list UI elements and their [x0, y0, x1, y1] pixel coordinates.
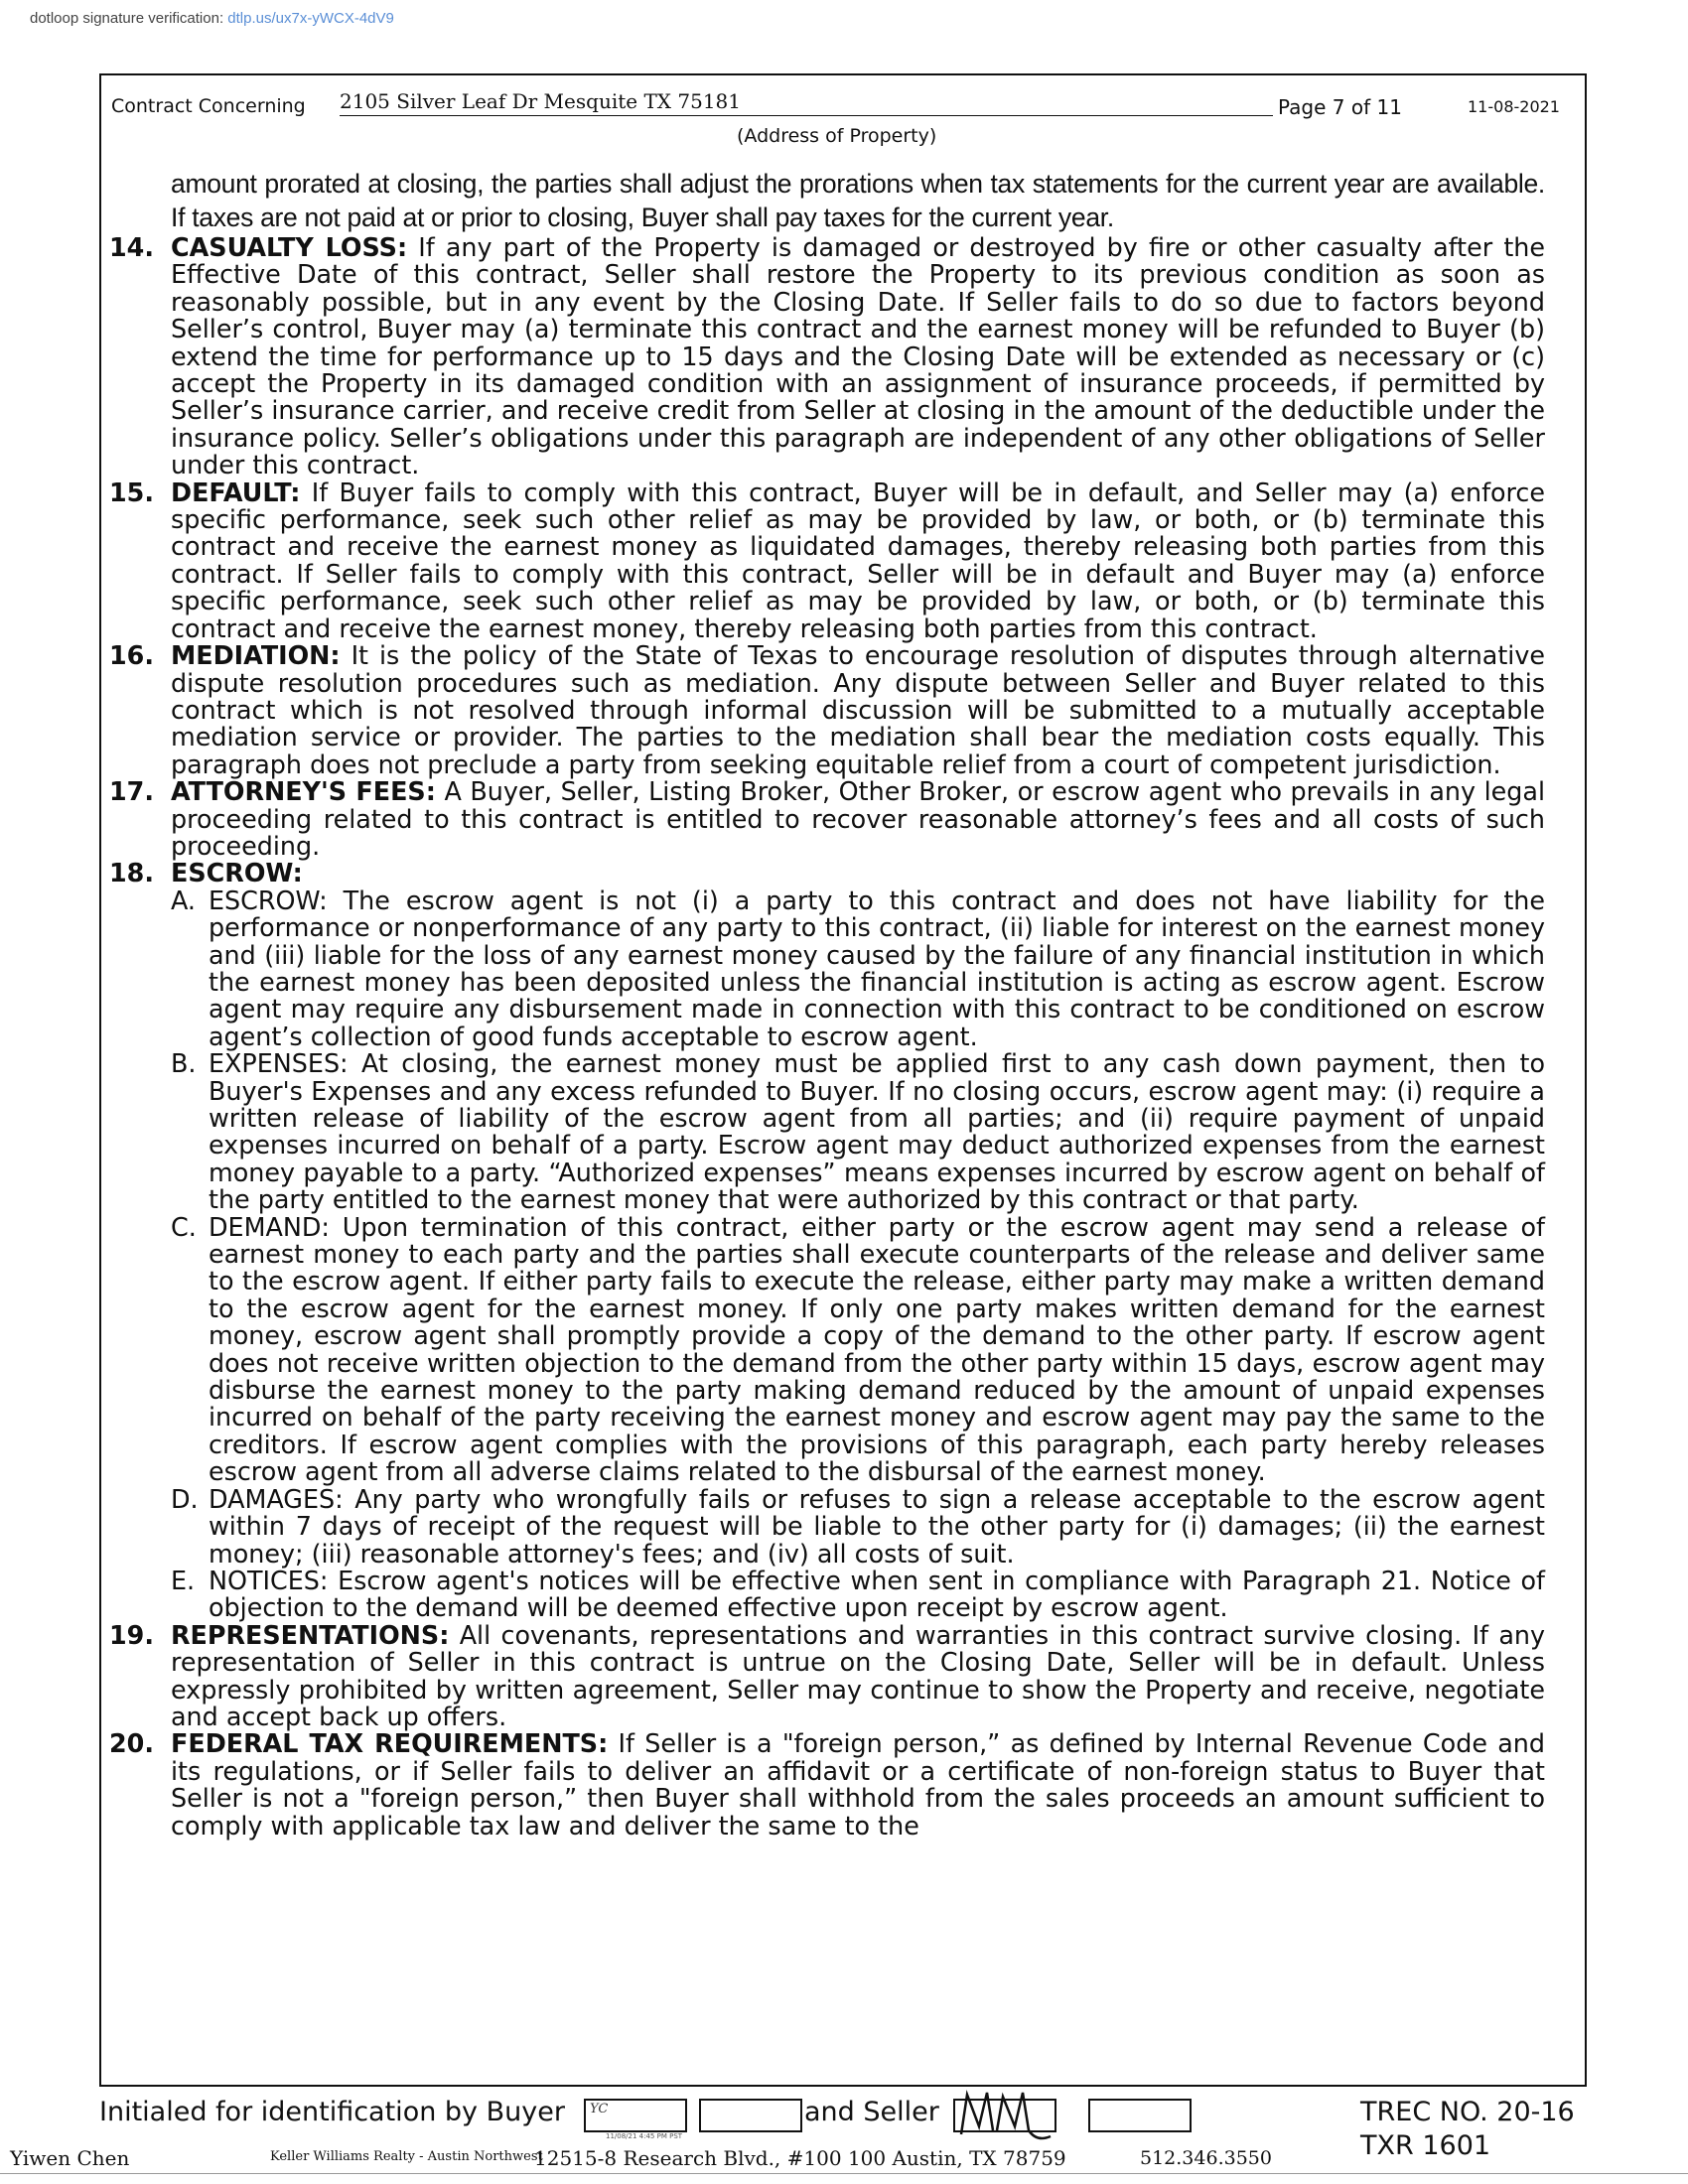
section-18-escrow: [109, 858, 1545, 1623]
item-letter: A.: [171, 885, 196, 915]
section-number: 16.: [109, 640, 154, 671]
escrow-item-a: [171, 885, 1545, 1051]
section-text: If Seller is a "foreign person,” as defined by Internal Revenue Code and its regulations, or if Seller fails to deliver an affidavit or a certificate of non-foreign status to Buyer that Seller is not a "foreign person,” then Buyer shall withhold from the sales proceeds an amount sufficient to comply with applicable tax law and deliver the same to the: [171, 1728, 1545, 1841]
item-letter: B.: [171, 1048, 197, 1079]
section-text: If any part of the Property is damaged or destroyed by fire or other casualty after the Effective Date of this contract, Seller shall restore the Property to its previous condition as soon as reasonably possible, but in any event by the Closing Date. If Seller fails to do so due to factors beyond Seller’s control, Buyer may (a) terminate this contract and the earnest money will be refunded to Buyer (b) extend the time for performance up to 15 days and the Closing Date will be extended as necessary or (c) accept the Property in its damaged condition with an assignment of insurance proceeds, if permitted by Seller’s insurance carrier, and receive credit from Seller at closing in the amount of the deductible under the insurance policy. Seller’s obligations under this paragraph are independent of any other obligations of Seller under this contract.: [171, 232, 1545, 480]
page-number: Page 7 of 11: [1278, 95, 1402, 119]
item-text: DAMAGES: Any party who wrongfully fails or refuses to sign a release acceptable to the escrow agent within 7 days of receipt of the request will be liable to the other party for (i) damages; (ii) the earnest money; (iii) reasonable attorney's fees; and (iv) all costs of suit.: [209, 1483, 1545, 1569]
broker-phone: 512.346.3550: [1140, 2147, 1272, 2169]
section-number: 20.: [109, 1728, 154, 1759]
section-19: [109, 1619, 1545, 1731]
broker-name: Keller Williams Realty - Austin Northwest: [270, 2149, 543, 2164]
section-17: [109, 776, 1545, 861]
contract-page-frame: [99, 73, 1587, 2087]
item-letter: C.: [171, 1211, 197, 1242]
verification-link[interactable]: dtlp.us/ux7x-yWCX-4dV9: [227, 10, 394, 27]
section-14: [109, 232, 1545, 480]
section-text: A Buyer, Seller, Listing Broker, Other Broker, or escrow agent who prevails in any legal proceeding related to this contract is entitled to recover reasonable attorney’s fees and all costs of such proceeding.: [171, 776, 1545, 861]
section-title: ESCROW:: [171, 858, 303, 888]
seller-initials-signature: [953, 2087, 1072, 2146]
section-16: [109, 640, 1545, 779]
section-number: 14.: [109, 232, 154, 262]
section-15: [109, 477, 1545, 643]
item-text: NOTICES: Escrow agent's notices will be effective when sent in compliance with Paragraph 21. Notice of objection to the demand will be deemed effective upon receipt by escrow agent.: [209, 1565, 1545, 1623]
item-letter: D.: [171, 1483, 199, 1514]
verification-label: dotloop signature verification:: [30, 10, 224, 27]
buyer-initial-box-1[interactable]: [584, 2099, 687, 2132]
page-footer: [0, 2087, 1688, 2184]
initial-timestamp: 11/08/21 4:45 PM PST: [606, 2132, 683, 2140]
section-title: FEDERAL TAX REQUIREMENTS:: [171, 1728, 609, 1759]
section-number: 18.: [109, 858, 154, 888]
section-number: 17.: [109, 776, 154, 807]
property-address: 2105 Silver Leaf Dr Mesquite TX 75181: [340, 89, 1273, 116]
address-caption: (Address of Property): [737, 125, 937, 147]
section-text: If Buyer fails to comply with this contract, Buyer will be in default, and Seller may (a) enforce specific performance, seek such other relief as may be provided by law, or both, or (b) terminate this contract and receive the earnest money as liquidated damages, thereby releasing both parties from this contract. If Seller fails to comply with this contract, Seller will be in default and Buyer may (a) enforce specific performance, seek such other relief as may be provided by law, or both, or (b) terminate this contract and receive the earnest money, thereby releasing both parties from this contract.: [171, 477, 1545, 643]
lead-paragraph: amount prorated at closing, the parties shall adjust the prorations when tax statements for the current year are available. If taxes are not paid at or prior to closing, Buyer shall pay taxes for the current year.: [171, 169, 1545, 232]
section-title: REPRESENTATIONS:: [171, 1619, 450, 1650]
escrow-item-d: [171, 1483, 1545, 1569]
contract-body: [101, 167, 1585, 1840]
signature-verification: [30, 10, 394, 27]
section-number: 15.: [109, 477, 154, 507]
section-title: CASUALTY LOSS:: [171, 232, 408, 262]
header-date: 11-08-2021: [1468, 97, 1560, 116]
broker-address: 12515-8 Research Blvd., #100 100 Austin, TX 78759: [534, 2146, 1066, 2170]
agent-name: Yiwen Chen: [10, 2146, 130, 2170]
escrow-item-e: [171, 1565, 1545, 1623]
escrow-item-b: [171, 1048, 1545, 1215]
item-letter: E.: [171, 1565, 196, 1595]
trec-number: TREC NO. 20-16: [1360, 2097, 1575, 2127]
escrow-item-c: [171, 1211, 1545, 1487]
seller-initial-box-2[interactable]: [1088, 2099, 1192, 2132]
section-20: [109, 1728, 1545, 1841]
section-text: All covenants, representations and warranties in this contract survive closing. If any representation of Seller in this contract is untrue on the Closing Date, Seller will be in default. Unless expressly prohibited by written agreement, Seller may continue to show the Property and receive, negotiate and accept back up offers.: [171, 1619, 1545, 1731]
section-title: ATTORNEY'S FEES:: [171, 776, 436, 807]
section-number: 19.: [109, 1619, 154, 1650]
page-header: [111, 87, 1575, 147]
contract-concerning-label: Contract Concerning: [111, 95, 306, 117]
item-text: EXPENSES: At closing, the earnest money must be applied first to any cash down payment, then to Buyer's Expenses and any excess refunded to Buyer. If no closing occurs, escrow agent may: (i) require a written release of liability of the escrow agent from all parties; and (ii) require payment of unpaid expenses incurred on behalf of a party. Escrow agent may deduct authorized expenses from the earnest money payable to a party. “Authorized expenses” means expenses incurred by escrow agent on behalf of the party entitled to the earnest money that were authorized by this contract or that party.: [209, 1048, 1545, 1215]
initialed-label: Initialed for identification by Buyer: [99, 2097, 565, 2127]
section-title: MEDIATION:: [171, 640, 341, 671]
item-text: ESCROW: The escrow agent is not (i) a party to this contract and does not have liability for the performance or nonperformance of any party to this contract, (ii) liable for interest on the earnest money and (iii) liable for the loss of any earnest money caused by the failure of any financial institution in which the earnest money has been deposited unless the financial institution is acting as escrow agent. Escrow agent may require any disbursement made in connection with this contract to be conditioned on escrow agent’s collection of good funds acceptable to escrow agent.: [209, 885, 1545, 1051]
txr-number: TXR 1601: [1360, 2130, 1491, 2161]
footer-rule: [0, 2173, 1688, 2174]
section-text: It is the policy of the State of Texas to encourage resolution of disputes through alternative dispute resolution procedures such as mediation. Any dispute between Seller and Buyer related to this contract which is not resolved through informal discussion will be submitted to a mutually acceptable mediation service or provider. The parties to the mediation shall bear the mediation costs equally. This paragraph does not preclude a party from seeking equitable relief from a court of competent jurisdiction.: [171, 640, 1545, 779]
buyer-initial-box-2[interactable]: [699, 2099, 802, 2132]
item-text: DEMAND: Upon termination of this contract, either party or the escrow agent may send a release of earnest money to each party and the parties shall execute counterparts of the release and deliver same to the escrow agent. If either party fails to execute the release, either party may make a written demand to the escrow agent for the earnest money. If only one party makes written demand for the earnest money, escrow agent shall promptly provide a copy of the demand to the other party. If escrow agent does not receive written objection to the demand from the other party within 15 days, escrow agent may disburse the earnest money to the party making demand reduced by the amount of unpaid expenses incurred on behalf of the party receiving the earnest money and escrow agent may pay the same to the creditors. If escrow agent complies with the provisions of this paragraph, each party hereby releases escrow agent from all adverse claims related to the disbursal of the earnest money.: [209, 1211, 1545, 1487]
and-seller-label: and Seller: [804, 2097, 939, 2127]
buyer-initials: YC: [590, 2102, 609, 2116]
section-title: DEFAULT:: [171, 477, 301, 507]
